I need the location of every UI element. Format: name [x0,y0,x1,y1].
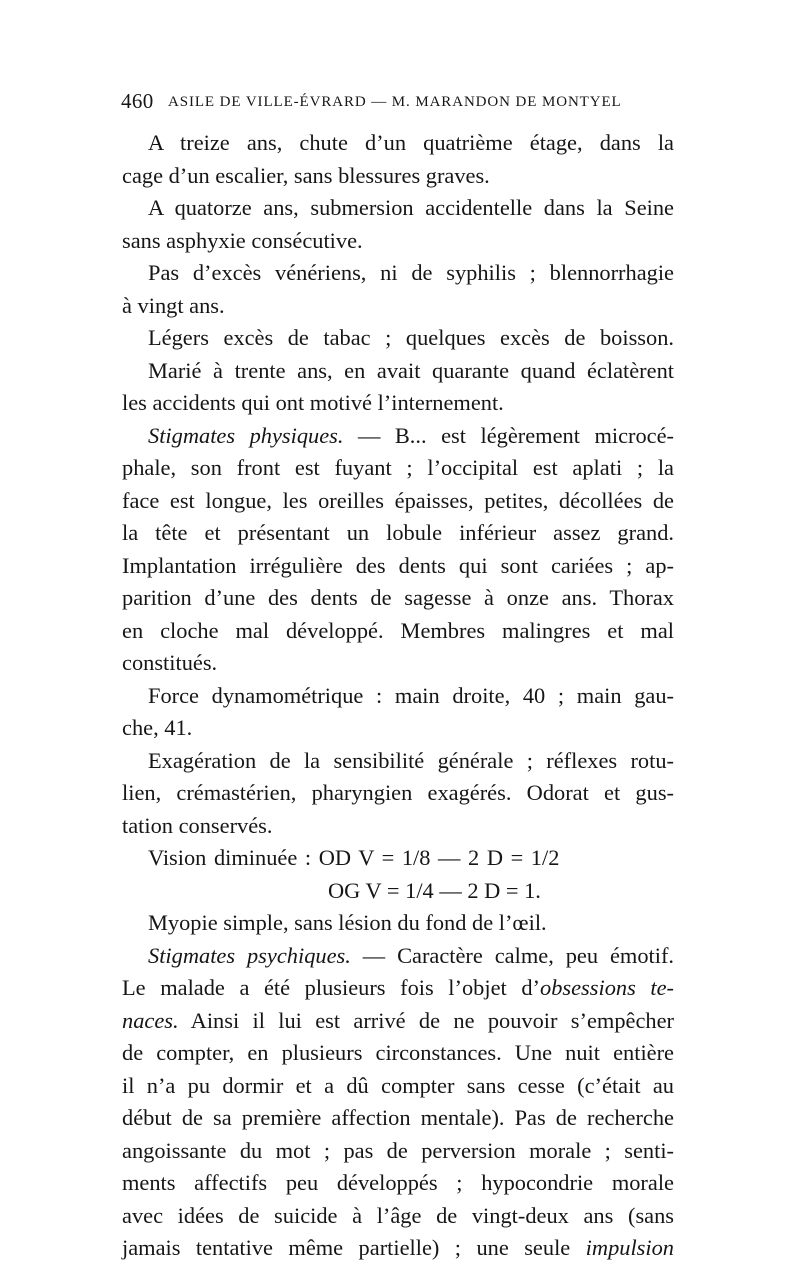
page-number: 460 [121,89,154,113]
text-line [122,940,674,973]
text-span: Légers excès de tabac ; quelques excès de boisson. [148,325,674,350]
text-span: — Caractère calme, peu émotif. [350,942,675,968]
text-line [122,680,674,713]
text-line [122,972,674,1005]
text-line [122,1070,674,1103]
text-span: face est longue, les oreilles épaisses, petites, décollées de [122,487,674,513]
text-span: A quatorze ans, submersion accidentelle dans la Seine [148,195,674,220]
text-line [122,355,674,388]
text-line [122,1167,674,1200]
text-line [122,192,674,225]
text-line [122,290,674,323]
text-line [122,322,674,355]
text-span: Le malade a été plusieurs fois l’objet d’ [122,975,540,1000]
text-span: de compter, en plusieurs circonstances. Une nuit entière [122,1040,674,1065]
text-span: les accidents qui ont motivé l’internement. [122,390,504,415]
text-line [122,160,674,193]
text-span: A treize ans, chute d’un quatrième étage, dans la [148,130,674,155]
text-line [122,712,674,745]
text-line [122,875,674,908]
text-line [122,842,674,875]
text-line [122,550,674,583]
text-line [122,420,674,453]
body-text [122,127,674,1265]
text-span: angoissante du mot ; pas de perversion morale ; senti- [122,1137,674,1163]
text-span: Ainsi il lui est arrivé de ne pouvoir s’empêcher [178,1007,674,1033]
text-span: lien, crémastérien, pharyngien exagérés. Odorat et gus- [122,780,674,805]
text-line [122,810,674,843]
text-span: Myopie simple, sans lésion du fond de l’œil. [148,910,547,935]
text-line [122,1200,674,1233]
italic-text: impulsion [585,1235,674,1260]
text-line [122,777,674,810]
text-line [122,225,674,258]
text-line [122,1232,674,1265]
text-line [122,647,674,680]
text-span: Vision diminuée : OD V = 1/8 — 2 D = 1/2 [148,845,560,870]
italic-text: Stigmates psychiques. [148,942,351,968]
text-span: Force dynamométrique : main droite, 40 ; main gau- [148,682,674,708]
text-span: phale, son front est fuyant ; l’occipital est aplati ; la [122,455,674,480]
text-span: sans asphyxie consécutive. [122,227,363,253]
text-line [122,615,674,648]
running-head-title: ASILE DE VILLE-ÉVRARD — M. MARANDON DE MONTYEL [168,94,622,110]
text-line [122,745,674,778]
text-span: parition d’une des dents de sagesse à onze ans. Thorax [122,585,674,610]
text-span: tation conservés. [122,812,273,838]
text-line [122,387,674,420]
italic-text: obsessions te- [540,975,675,1000]
text-span: cage d’un escalier, sans blessures graves. [122,162,490,188]
text-line [122,485,674,518]
text-span: constitués. [122,650,218,675]
text-span: OG V = 1/4 — 2 D = 1. [328,877,541,903]
text-span: Exagération de la sensibilité générale ; réflexes rotu- [148,747,674,773]
text-line [122,517,674,550]
italic-text: Stigmates physiques. [148,422,344,448]
text-span: Implantation irrégulière des dents qui sont cariées ; ap- [122,552,674,578]
text-line [122,1037,674,1070]
running-head [121,89,673,116]
text-span: jamais tentative même partielle) ; une seule [122,1235,586,1260]
text-span: à vingt ans. [122,292,225,318]
text-line [122,257,674,290]
text-span: ments affectifs peu développés ; hypocondrie morale [122,1170,674,1195]
text-span: il n’a pu dormir et a dû compter sans cesse (c’était au [122,1072,674,1098]
text-line [122,1135,674,1168]
text-line [122,1005,674,1038]
text-line [122,127,674,160]
text-line [122,907,674,940]
text-span: en cloche mal développé. Membres malingres et mal [122,617,674,643]
text-span: la tête et présentant un lobule inférieur assez grand. [122,520,674,545]
text-span: Pas d’excès vénériens, ni de syphilis ; blennorrhagie [148,260,674,285]
text-line [122,1102,674,1135]
text-span: che, 41. [122,715,193,740]
text-span: Marié à trente ans, en avait quarante quand éclatèrent [148,357,674,383]
text-span: — B... est légèrement microcé- [343,422,674,448]
text-line [122,452,674,485]
text-span: début de sa première affection mentale). Pas de recherche [122,1105,674,1130]
text-line [122,582,674,615]
italic-text: naces. [122,1007,179,1033]
text-span: avec idées de suicide à l’âge de vingt-deux ans (sans [122,1202,674,1228]
